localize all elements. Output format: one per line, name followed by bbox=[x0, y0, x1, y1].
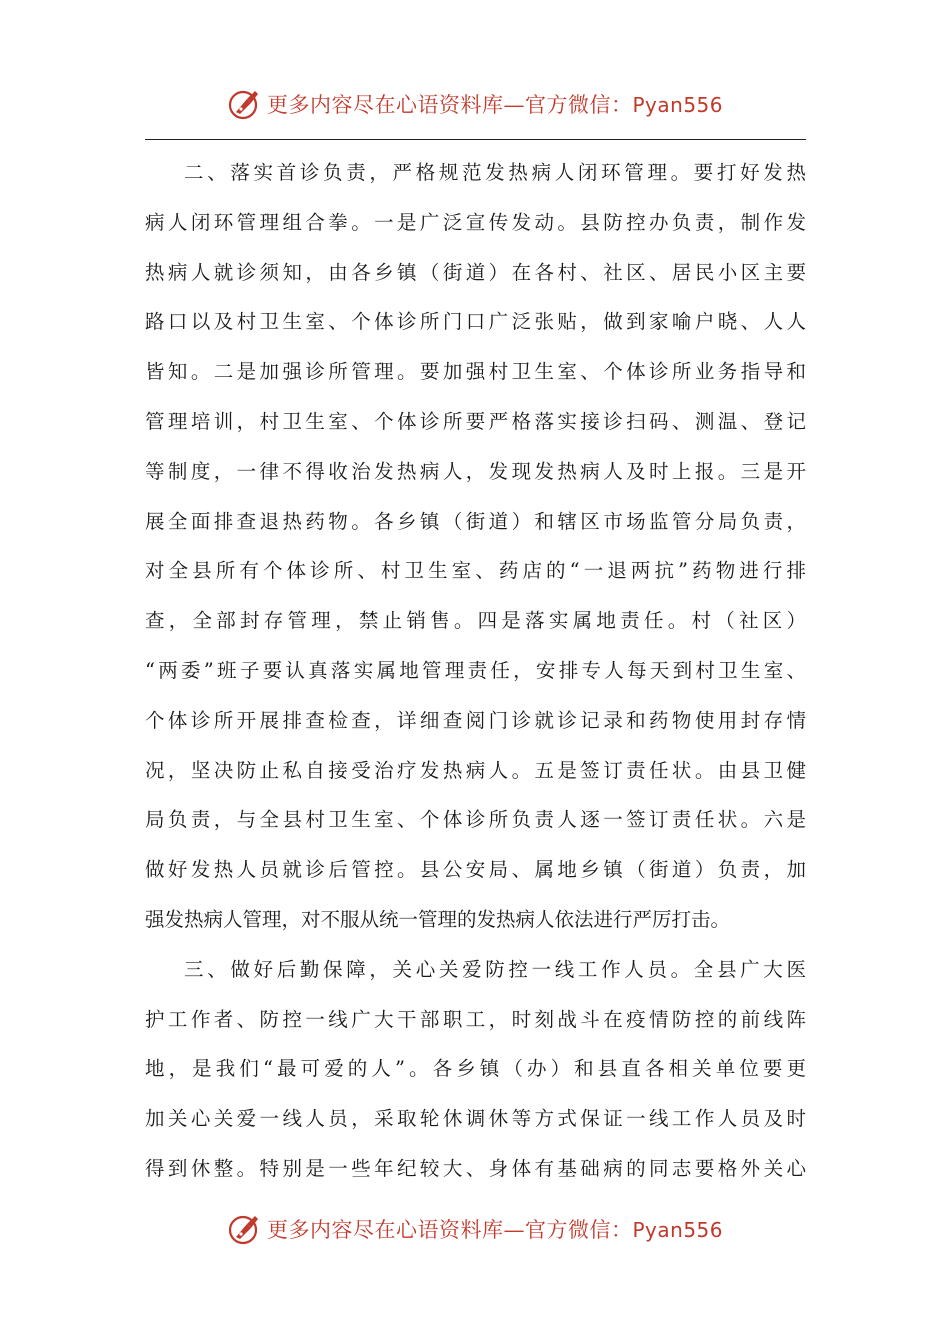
pen-nib-circle-icon bbox=[227, 87, 261, 121]
text-line: 病人闭环管理组合拳。一是广泛宣传发动。县防控办负责，制作发 bbox=[145, 210, 806, 234]
text-line: 加关心关爱一线人员，采取轮休调休等方式保证一线工作人员及时 bbox=[145, 1107, 806, 1131]
text-line: 况，坚决防止私自接受治疗发热病人。五是签订责任状。由县卫健 bbox=[145, 758, 806, 782]
text-line: 热病人就诊须知，由各乡镇（街道）在各村、社区、居民小区主要 bbox=[145, 260, 806, 284]
text-line: 三、做好后勤保障，关心关爱防控一线工作人员。全县广大医 bbox=[184, 957, 806, 981]
wechat-id: Pyan556 bbox=[632, 1218, 723, 1242]
document-body bbox=[145, 148, 806, 1194]
text-line: 管理培训，村卫生室、个体诊所要严格落实接诊扫码、测温、登记 bbox=[145, 409, 806, 433]
header-divider bbox=[145, 139, 806, 140]
text-line: 二、落实首诊负责，严格规范发热病人闭环管理。要打好发热 bbox=[184, 161, 806, 184]
paragraph-3 bbox=[145, 945, 806, 1194]
banner-text: 更多内容尽在心语资料库—官方微信：Pyan556 bbox=[266, 1218, 723, 1242]
header-banner bbox=[0, 84, 950, 124]
banner-text: 更多内容尽在心语资料库—官方微信：Pyan556 bbox=[266, 93, 723, 117]
text-line: 护工作者、防控一线广大干部职工，时刻战斗在疫情防控的前线阵 bbox=[145, 1007, 806, 1031]
text-line: 地，是我们“最可爱的人”。各乡镇（办）和县直各相关单位要更 bbox=[145, 1057, 806, 1081]
wechat-id: Pyan556 bbox=[632, 93, 723, 117]
text-line: 对全县所有个体诊所、村卫生室、药店的“一退两抗”药物进行排 bbox=[145, 559, 806, 583]
footer-banner bbox=[0, 1209, 950, 1249]
text-line: 个体诊所开展排查检查，详细查阅门诊就诊记录和药物使用封存情 bbox=[145, 708, 806, 732]
text-line: 局负责，与全县村卫生室、个体诊所负责人逐一签订责任状。六是 bbox=[145, 808, 806, 832]
text-line: 查，全部封存管理，禁止销售。四是落实属地责任。村（社区） bbox=[145, 609, 806, 633]
text-line: 强发热病人管理，对不服从统一管理的发热病人依法进行严厉打击。 bbox=[145, 907, 731, 931]
text-line: 得到休整。特别是一些年纪较大、身体有基础病的同志要格外关心 bbox=[145, 1156, 806, 1180]
text-line: 展全面排查退热药物。各乡镇（街道）和辖区市场监管分局负责， bbox=[145, 509, 806, 533]
text-line: 皆知。二是加强诊所管理。要加强村卫生室、个体诊所业务指导和 bbox=[145, 360, 806, 384]
text-line: “两委”班子要认真落实属地管理责任，安排专人每天到村卫生室、 bbox=[145, 658, 806, 682]
paragraph-2 bbox=[145, 148, 806, 945]
text-line: 做好发热人员就诊后管控。县公安局、属地乡镇（街道）负责，加 bbox=[145, 858, 806, 882]
text-line: 路口以及村卫生室、个体诊所门口广泛张贴，做到家喻户晓、人人 bbox=[145, 310, 806, 334]
text-line: 等制度，一律不得收治发热病人，发现发热病人及时上报。三是开 bbox=[145, 459, 806, 483]
pen-nib-circle-icon bbox=[227, 1212, 261, 1246]
